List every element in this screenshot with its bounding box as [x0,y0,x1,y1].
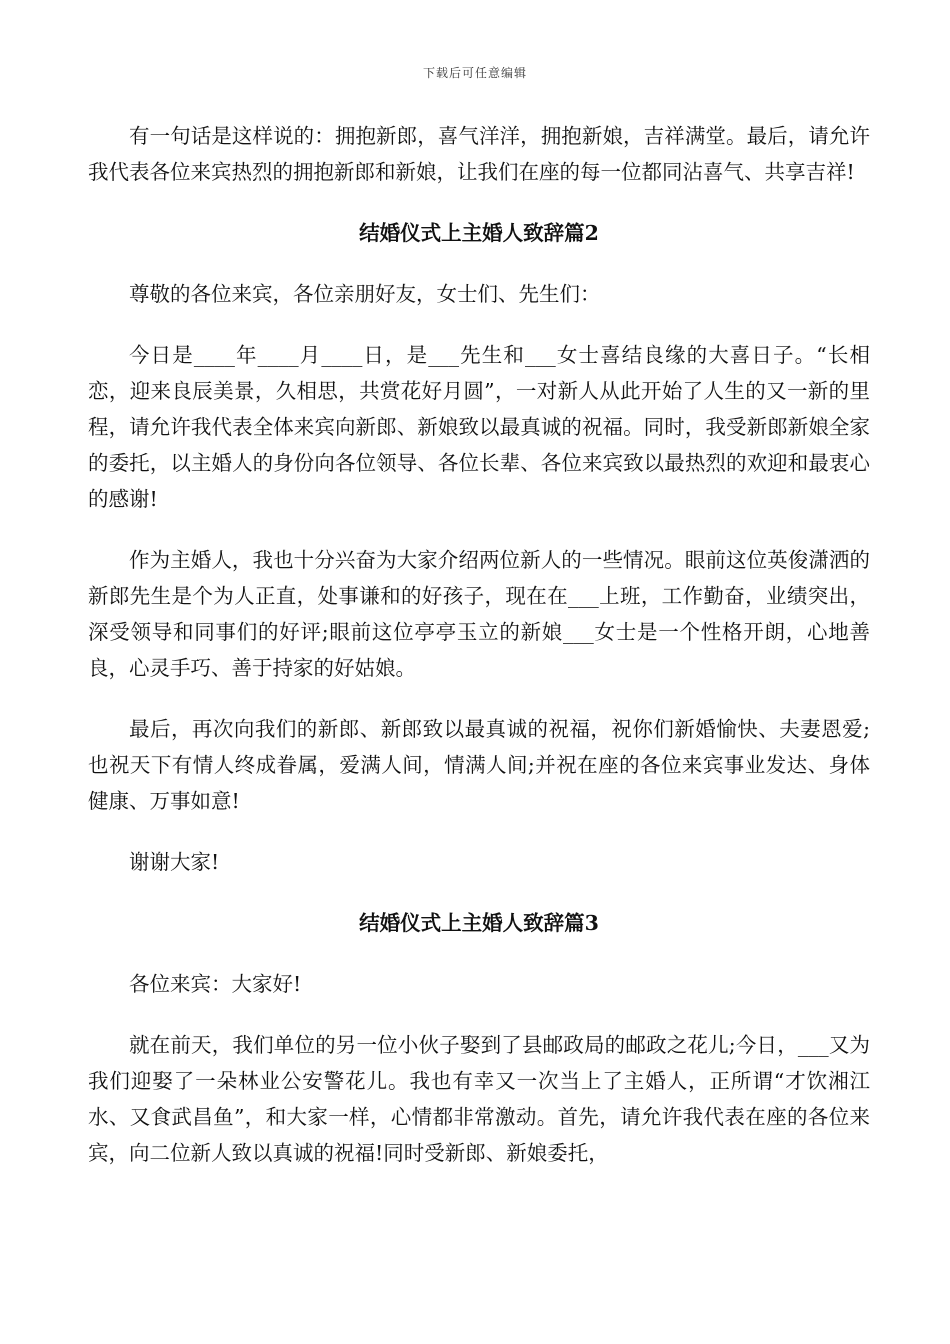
page-header-note: 下载后可任意编辑 [422,66,527,80]
paragraph-wedding-date: 今日是____年____月____日，是___先生和___女士喜结良缘的大喜日子。“长相恋，迎来良辰美景，久相思，共赏花好月圆”，一对新人从此开始了人生的又一新的里程，请允许我代表全体来宾向新郎、新娘致以最真诚的祝福。同时，我受新郎新娘全家的委托，以主婚人的身份向各位领导、各位长辈、各位来宾致以最热烈的欢迎和最衷心的感谢! [88,343,870,511]
paragraph-thanks: 谢谢大家! [129,850,220,874]
section-heading-3: 结婚仪式上主婚人致辞篇3 [359,911,599,935]
paragraph-couple-intro: 作为主婚人，我也十分兴奋为大家介绍两位新人的一些情况。眼前这位英俊潇洒的新郎先生是个为人正直，处事谦和的好孩子，现在在___上班，工作勤奋，业绩突出，深受领导和同事们的好评;眼前这位亭亭玉立的新娘___女士是一个性格开朗，心地善良，心灵手巧、善于持家的好姑娘。 [88,548,870,680]
paragraph-salutation: 尊敬的各位来宾，各位亲朋好友，女士们、先生们： [129,282,601,306]
paragraph-closing-blessing: 有一句话是这样说的：拥抱新郎，喜气洋洋，拥抱新娘，吉祥满堂。最后，请允许我代表各位来宾热烈的拥抱新郎和新娘，让我们在座的每一位都同沾喜气、共享吉祥! [88,124,870,184]
section-heading-2: 结婚仪式上主婚人致辞篇2 [359,221,599,245]
paragraph-final-wishes: 最后，再次向我们的新郎、新郎致以最真诚的祝福，祝你们新婚愉快、夫妻恩爱;也祝天下有情人终成眷属，爱满人间，情满人间;并祝在座的各位来宾事业发达、身体健康、万事如意! [88,717,870,813]
paragraph-greeting: 各位来宾：大家好! [129,972,302,996]
document-body [88,118,870,1196]
paragraph-opening-story: 就在前天，我们单位的另一位小伙子娶到了县邮政局的邮政之花儿;今日，___又为我们迎娶了一朵林业公安警花儿。我也有幸又一次当上了主婚人，正所谓“才饮湘江水、又食武昌鱼”，和大家一样，心情都非常激动。首先，请允许我代表在座的各位来宾，向二位新人致以真诚的祝福!同时受新郎、新娘委托， [88,1033,870,1165]
